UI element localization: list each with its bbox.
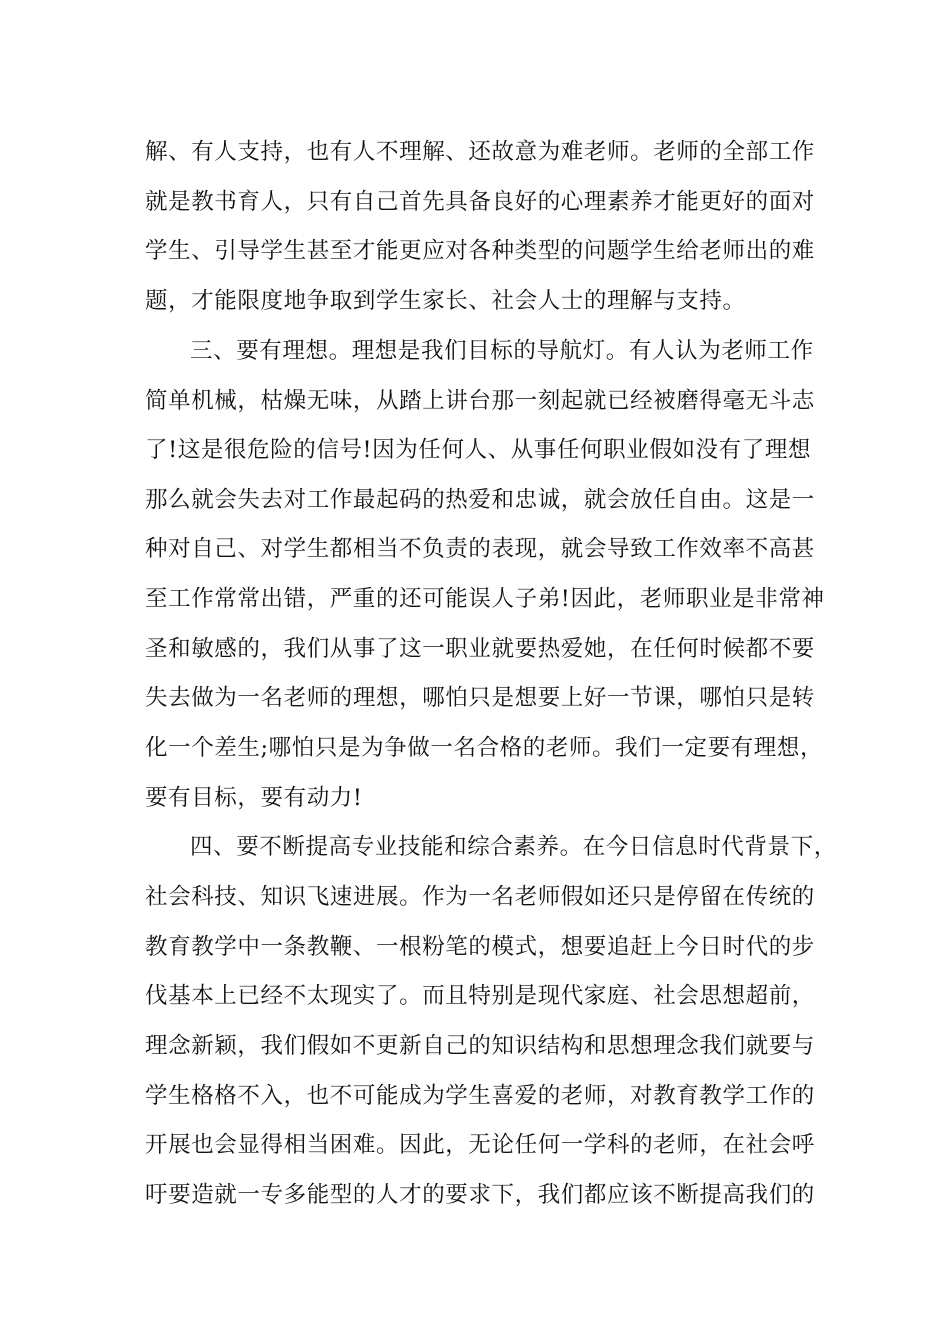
text-line: 失去做为一名老师的理想，哪怕只是想要上好一节课，哪怕只是转 [145, 685, 815, 711]
paragraph-3-first-line: 三、要有理想。理想是我们目标的导航灯。有人认为老师工作 [190, 338, 814, 364]
text-line: 开展也会显得相当困难。因此，无论任何一学科的老师，在社会呼 [145, 1132, 815, 1158]
text-line: 题，才能限度地争取到学生家长、社会人士的理解与支持。 [145, 288, 746, 314]
text-line: 吁要造就一专多能型的人才的要求下，我们都应该不断提高我们的 [145, 1182, 815, 1208]
text-line: 化一个差生;哪怕只是为争做一名合格的老师。我们一定要有理想， [145, 735, 824, 761]
paragraph-4-first-line: 四、要不断提高专业技能和综合素养。在今日信息时代背景下， [190, 834, 837, 860]
text-line: 那么就会失去对工作最起码的热爱和忠诚，就会放任自由。这是一 [145, 487, 815, 513]
text-line: 了!这是很危险的信号!因为任何人、从事任何职业假如没有了理想 [145, 437, 812, 463]
text-line: 学生、引导学生甚至才能更应对各种类型的问题学生给老师出的难 [145, 238, 815, 264]
text-line: 解、有人支持，也有人不理解、还故意为难老师。老师的全部工作 [145, 139, 815, 165]
text-line: 学生格格不入，也不可能成为学生喜爱的老师，对教育教学工作的 [145, 1083, 815, 1109]
text-line: 圣和敏感的，我们从事了这一职业就要热爱她，在任何时候都不要 [145, 636, 815, 662]
text-line: 伐基本上已经不太现实了。而且特别是现代家庭、社会思想超前， [145, 983, 815, 1009]
text-line: 简单机械，枯燥无味，从踏上讲台那一刻起就已经被磨得毫无斗志 [145, 388, 815, 414]
text-line: 至工作常常出错，严重的还可能误人子弟!因此，老师职业是非常神 [145, 586, 825, 612]
text-line: 社会科技、知识飞速进展。作为一名老师假如还只是停留在传统的 [145, 884, 815, 910]
text-line: 种对自己、对学生都相当不负责的表现，就会导致工作效率不高甚 [145, 536, 815, 562]
text-line: 要有目标，要有动力! [145, 785, 363, 811]
text-line: 就是教书育人，只有自己首先具备良好的心理素养才能更好的面对 [145, 189, 815, 215]
text-line: 教育教学中一条教鞭、一根粉笔的模式，想要追赶上今日时代的步 [145, 934, 815, 960]
text-line: 理念新颖，我们假如不更新自己的知识结构和思想理念我们就要与 [145, 1033, 815, 1059]
